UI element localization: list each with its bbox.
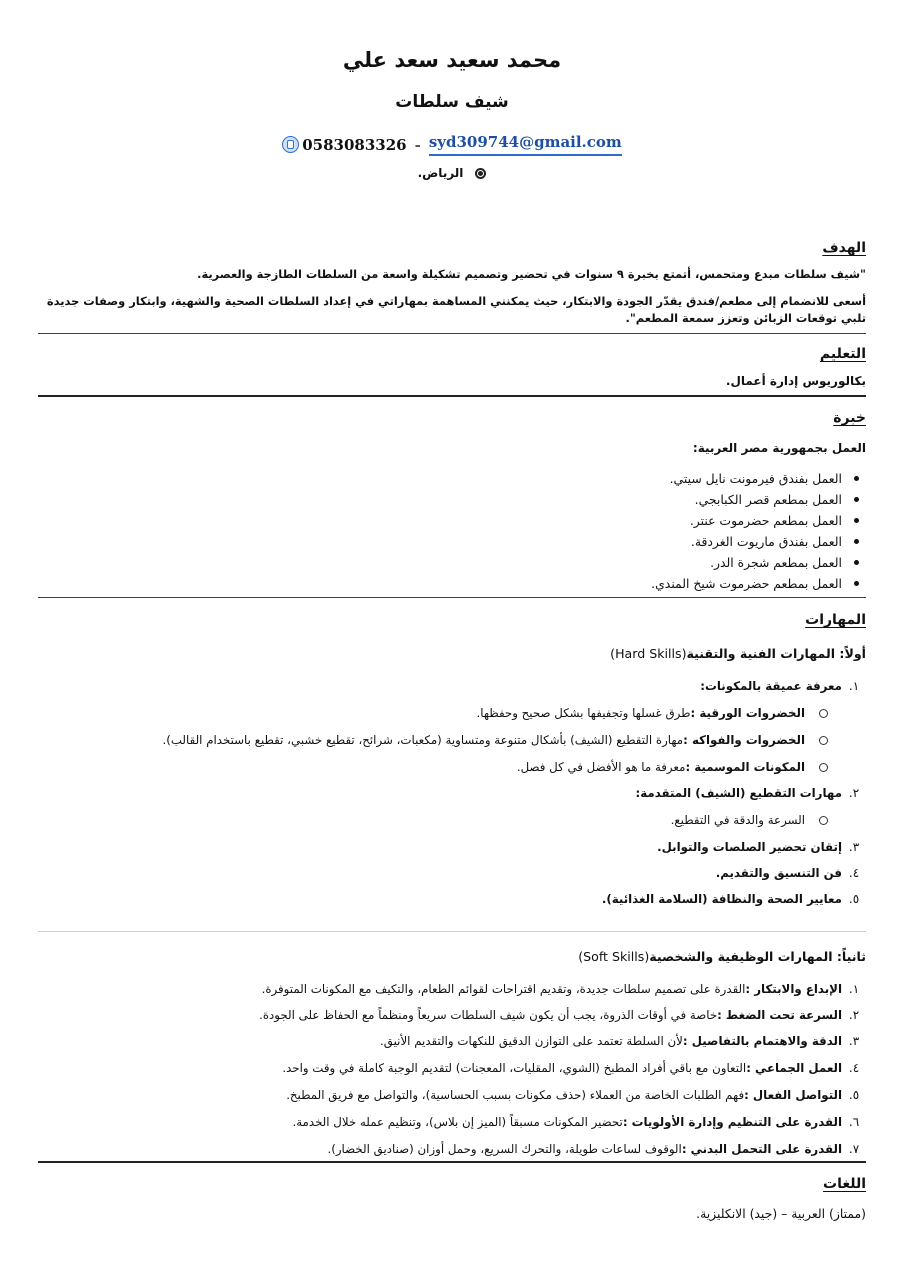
soft-skill-row: ٦.القدرة على التنظيم وإدارة الأولويات :تحضير المكونات مسبقاً (الميز إن بلاس)، وتنظيم عمله خلال الخدمة. [292, 1115, 860, 1129]
location-text: الرياض. [417, 166, 464, 180]
whatsapp-icon [282, 136, 299, 153]
phone-number[interactable]: 0583083326 [302, 135, 407, 154]
soft-skills-heading-ar: ثانياً: المهارات الوظيفية والشخصية [649, 949, 866, 964]
languages-title: اللغات [823, 1176, 866, 1192]
soft-skills-heading [578, 949, 866, 964]
sub-item: الخضروات والفواكه :مهارة التقطيع (الشيف) بأشكال متنوعة ومتساوية (مكعبات، شرائح، تقطيع خشبي، تقطيع باستخدام القالب). [162, 728, 828, 752]
education-degree: بكالوريوس إدارة أعمال. [725, 374, 866, 388]
divider [38, 395, 866, 397]
objective-line-2: أسعى للانضمام إلى مطعم/فندق يقدّر الجودة والابتكار، حيث يمكنني المساهمة بمهاراتي في إعداد السلطات الصحية والشهية، وابتكار وصفات جديدة تلبي توقعات الزبائن وتعزز سمعة المطعم". [46, 294, 866, 325]
hard-skills-heading [610, 646, 866, 661]
circle-bullet-icon [819, 816, 828, 825]
sub-item: المكونات الموسمية :معرفة ما هو الأفضل في كل فصل. [517, 755, 828, 779]
objective-title: الهدف [822, 240, 866, 256]
hard-skill-row: ٣.إتقان تحضير الصلصات والتوابل. [657, 840, 860, 854]
list-item: العمل بفندق فيرمونت نايل سيتي. [651, 468, 864, 489]
experience-list [651, 468, 864, 594]
contact-line [0, 133, 904, 156]
divider [38, 333, 866, 334]
hard-skills-heading-ar: أولاً: المهارات الفنية والتقنية [686, 646, 866, 661]
divider [38, 1161, 866, 1163]
divider [38, 931, 866, 932]
list-item: العمل بمطعم شجرة الدر. [651, 552, 864, 573]
soft-skill-row: ١.الإبداع والابتكار :القدرة على تصميم سلطات جديدة، وتقديم اقتراحات لقوائم الطعام، والتكيف مع المكونات المتوفرة. [261, 982, 860, 996]
soft-skills-heading-en: (Soft Skills) [578, 949, 650, 964]
circle-bullet-icon [819, 763, 828, 772]
hard-skill-row: ٢.مهارات التقطيع (الشيف) المتقدمة: [635, 786, 860, 800]
sub-item: الخضروات الورقية :طرق غسلها وتجفيفها بشكل صحيح وحفظها. [476, 701, 828, 725]
hard-skills-heading-en: (Hard Skills) [610, 646, 687, 661]
soft-skill-row: ٢.السرعة تحت الضغط :خاصة في أوقات الذروة، يجب أن يكون شيف السلطات سريعاً ومنظماً مع الحفاظ على الجودة. [259, 1008, 860, 1022]
hard-skill-row: ٤.فن التنسيق والتقديم. [715, 866, 860, 880]
education-title: التعليم [819, 346, 866, 362]
job-title: شيف سلطات [395, 92, 509, 112]
soft-skill-row: ٣.الدقة والاهتمام بالتفاصيل :لأن السلطة تعتمد على التوازن الدقيق للنكهات والتقديم الأنيق. [380, 1034, 860, 1048]
list-item: العمل بمطعم حضرموت شيخ المندي. [651, 573, 864, 594]
location-line [0, 166, 904, 180]
soft-skill-row: ٤.العمل الجماعي :التعاون مع باقي أفراد المطبخ (الشوي، المقليات، المعجنات) لتقديم الوجبة كاملة في وقت واحد. [282, 1061, 860, 1075]
list-item: العمل بفندق ماريوت الغردقة. [651, 531, 864, 552]
list-item: العمل بمطعم حضرموت عنتر. [651, 510, 864, 531]
soft-skill-row: ٧.القدرة على التحمل البدني :الوقوف لساعات طويلة، والتحرك السريع، وحمل أوزان (صناديق الخضار). [327, 1142, 860, 1156]
hard-skill-row: ١.معرفة عميقة بالمكونات: [700, 679, 860, 693]
languages-text: (ممتاز) العربية – (جيد) الانكليزية. [696, 1206, 866, 1221]
list-item: العمل بمطعم قصر الكبابجي. [651, 489, 864, 510]
skills-title: المهارات [805, 612, 866, 628]
contact-separator: - [414, 135, 421, 154]
objective-line-1: "شيف سلطات مبدع ومتحمس، أتمتع بخبرة ٩ سنوات في تحضير وتصميم تشكيلة واسعة من السلطات الطازجة والعصرية. [197, 267, 866, 281]
full-name: محمد سعيد سعد علي [342, 48, 562, 72]
globe-icon [475, 168, 486, 179]
soft-skill-row: ٥.التواصل الفعال :فهم الطلبات الخاصة من العملاء (حذف مكونات بسبب الحساسية)، والتواصل مع فريق المطبخ. [286, 1088, 860, 1102]
circle-bullet-icon [819, 736, 828, 745]
experience-heading: العمل بجمهورية مصر العربية: [692, 441, 866, 455]
email-link[interactable]: syd309744@gmail.com [429, 133, 622, 156]
sub-item: السرعة والدقة في التقطيع. [671, 808, 828, 832]
divider [38, 597, 866, 598]
experience-title: خبرة [833, 410, 866, 426]
hard-skill-row: ٥.معايير الصحة والنظافة (السلامة الغذائية). [601, 892, 860, 906]
circle-bullet-icon [819, 709, 828, 718]
